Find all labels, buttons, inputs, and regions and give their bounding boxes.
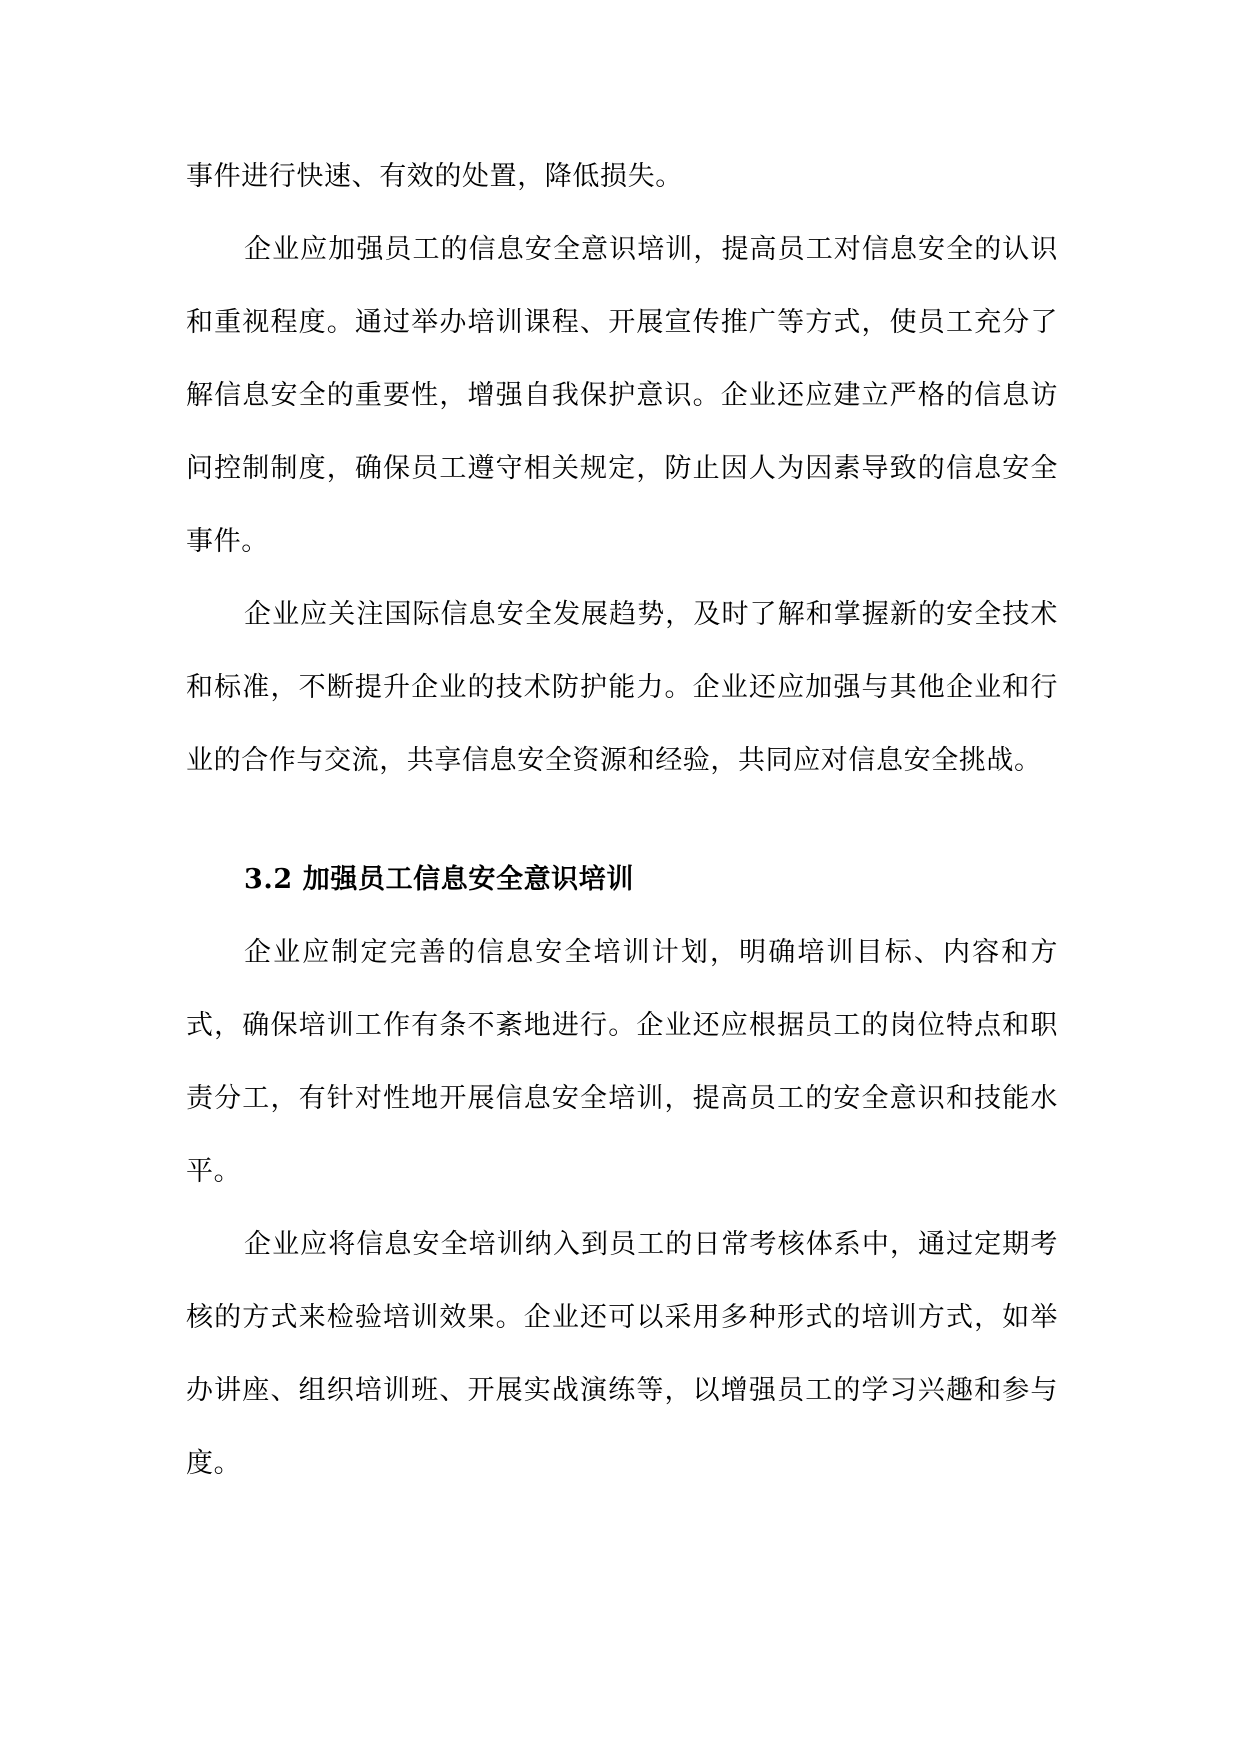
paragraph-international-trends: 企业应关注国际信息安全发展趋势，及时了解和掌握新的安全技术和标准，不断提升企业的技术防护能力。企业还应加强与其他企业和行业的合作与交流，共享信息安全资源和经验，共同应对信息安全挑战。 <box>186 599 1058 776</box>
document-body <box>186 140 1058 1500</box>
paragraph-continuation: 事件进行快速、有效的处置，降低损失。 <box>186 161 683 192</box>
paragraph-awareness-training: 企业应加强员工的信息安全意识培训，提高员工对信息安全的认识和重视程度。通过举办培训课程、开展宣传推广等方式，使员工充分了解信息安全的重要性，增强自我保护意识。企业还应建立严格的信息访问控制制度，确保员工遵守相关规定，防止因人为因素导致的信息安全事件。 <box>186 234 1058 557</box>
section-heading: 3.2 加强员工信息安全意识培训 <box>244 864 634 895</box>
paragraph-training-assessment: 企业应将信息安全培训纳入到员工的日常考核体系中，通过定期考核的方式来检验培训效果。企业还可以采用多种形式的培训方式，如举办讲座、组织培训班、开展实战演练等，以增强员工的学习兴趣和参与度。 <box>186 1229 1058 1479</box>
paragraph-training-plan: 企业应制定完善的信息安全培训计划，明确培训目标、内容和方式，确保培训工作有条不紊地进行。企业还应根据员工的岗位特点和职责分工，有针对性地开展信息安全培训，提高员工的安全意识和技能水平。 <box>186 937 1058 1187</box>
